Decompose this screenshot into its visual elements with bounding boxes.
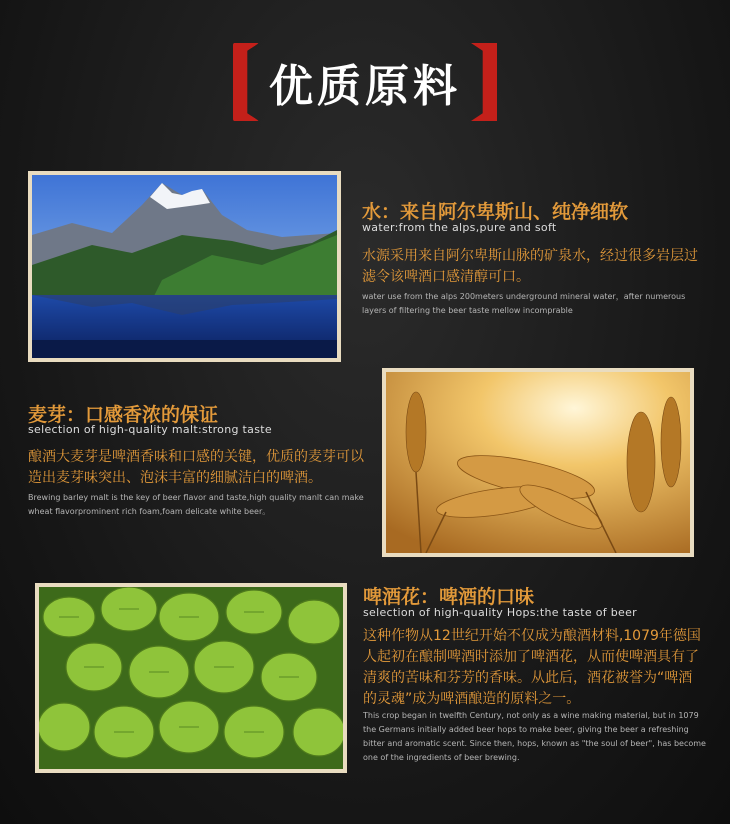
wheat-field-image: [382, 368, 694, 557]
malt-subheading: selection of high-quality malt:strong taste: [28, 423, 272, 436]
left-bracket-icon: [233, 43, 259, 121]
water-subheading: water:from the alps,pure and soft: [362, 221, 557, 234]
hops-en-text: This crop began in twelfth Century, not only as a wine making material, but in 1079 the Germans initially added beer hops to make beer, giving the beer a refreshing bitter and aromatic scent. Since then, hops, known as "the soul of beer", has become one of the ingredients of beer brewing.: [363, 711, 706, 762]
hops-cn-text: 这种作物从12世纪开始不仅成为酿酒材料,1079年德国人起初在酿制啤酒时添加了啤酒花，从而使啤酒具有了清爽的苦味和芬芳的香味。从此后，酒花被誉为“啤酒的灵魂”成为啤酒酿造的原料之一。: [363, 628, 701, 707]
right-bracket-icon: [471, 43, 497, 121]
hops-heading: 啤酒花：啤酒的口味: [363, 586, 535, 608]
water-en-text: water use from the alps 200meters underground mineral water，after numerous layers of filtering the beer taste mellow incomprable: [362, 292, 686, 315]
hops-subheading: selection of high-quality Hops:the taste of beer: [363, 606, 637, 619]
hops-image: [35, 583, 347, 773]
water-cn-text: 水源采用来自阿尔卑斯山脉的矿泉水，经过很多岩层过滤令该啤酒口感清醇可口。: [362, 248, 698, 285]
malt-cn-text: 酿酒大麦芽是啤酒香味和口感的关键，优质的麦芽可以造出麦芽味突出、泡沫丰富的细腻洁白的啤酒。: [28, 449, 364, 486]
malt-en-text: Brewing barley malt is the key of beer flavor and taste,high quality manlt can make wheat flavorprominent rich foam,foam delicate white beer。: [28, 493, 364, 516]
page-title: 优质原料: [269, 61, 461, 112]
water-heading: 水：来自阿尔卑斯山、纯净细软: [362, 201, 629, 223]
malt-heading: 麦芽：口感香浓的保证: [28, 404, 219, 426]
section-title: [0, 42, 730, 122]
alpine-lake-image: [28, 171, 341, 362]
